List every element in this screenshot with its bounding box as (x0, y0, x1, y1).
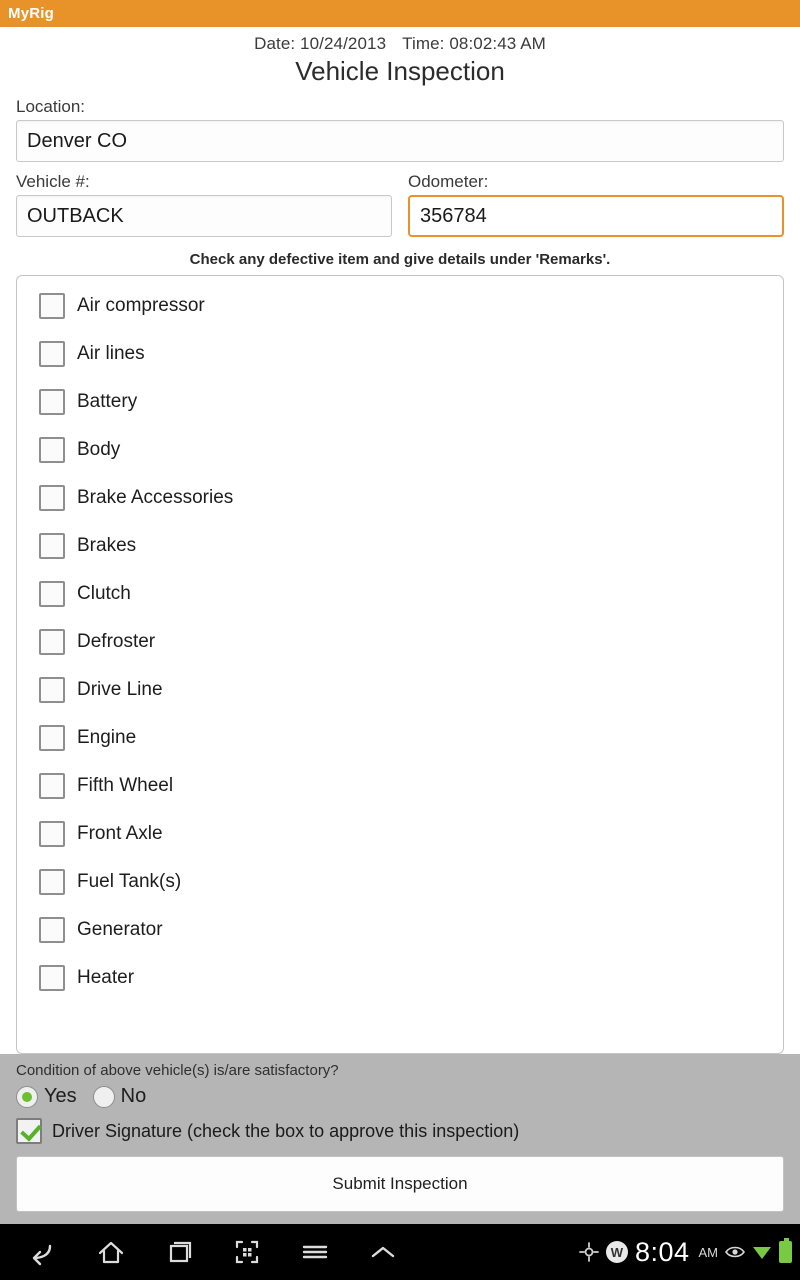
status-clock-ampm: AM (698, 1244, 718, 1260)
checklist-checkbox[interactable] (39, 389, 65, 415)
gps-icon (579, 1242, 599, 1262)
defect-checklist[interactable] (17, 276, 783, 1053)
eye-icon (725, 1242, 745, 1262)
checklist-label: Air compressor (77, 295, 205, 316)
approval-panel (0, 1054, 800, 1224)
checklist-row[interactable] (17, 954, 783, 1002)
driver-signature-row[interactable] (16, 1118, 784, 1144)
date-label: Date: 10/24/2013 (254, 34, 387, 53)
vehicle-odometer-row (16, 162, 784, 237)
checklist-checkbox[interactable] (39, 581, 65, 607)
checklist-label: Brake Accessories (77, 487, 234, 508)
checklist-checkbox[interactable] (39, 293, 65, 319)
checklist-checkbox[interactable] (39, 869, 65, 895)
location-label: Location: (16, 97, 85, 116)
nav-buttons (10, 1237, 398, 1267)
instructions-text: Check any defective item and give details under 'Remarks'. (189, 251, 611, 268)
checklist-label: Air lines (77, 343, 145, 364)
location-input[interactable] (16, 120, 784, 162)
home-icon[interactable] (96, 1237, 126, 1267)
inspection-form (0, 87, 800, 275)
checklist-label: Body (77, 439, 121, 460)
app-name: MyRig (8, 5, 54, 22)
battery-icon (779, 1241, 792, 1263)
checklist-checkbox[interactable] (39, 533, 65, 559)
chevron-up-icon[interactable] (368, 1237, 398, 1267)
checklist-label: Generator (77, 919, 163, 940)
satisfactory-question: Condition of above vehicle(s) is/are satisfactory? (16, 1062, 339, 1079)
back-icon[interactable] (28, 1237, 58, 1267)
radio-no-label[interactable]: No (120, 1085, 147, 1107)
checklist-row[interactable] (17, 666, 783, 714)
checklist-checkbox[interactable] (39, 773, 65, 799)
driver-signature-checkbox[interactable] (16, 1118, 42, 1144)
checklist-checkbox[interactable] (39, 917, 65, 943)
screenshot-icon[interactable] (232, 1237, 262, 1267)
vehicle-number-input[interactable] (16, 195, 392, 237)
checklist-row[interactable] (17, 570, 783, 618)
checklist-label: Heater (77, 967, 135, 988)
page-title: Vehicle Inspection (295, 56, 505, 86)
vehicle-label: Vehicle #: (16, 172, 90, 191)
checklist-row[interactable] (17, 714, 783, 762)
checklist-row[interactable] (17, 906, 783, 954)
wifi-icon (752, 1242, 772, 1262)
checklist-label: Fifth Wheel (77, 775, 174, 796)
checklist-row[interactable] (17, 618, 783, 666)
checklist-checkbox[interactable] (39, 437, 65, 463)
checklist-label: Fuel Tank(s) (77, 871, 182, 892)
android-navigation-bar (0, 1224, 800, 1280)
checklist-row[interactable] (17, 762, 783, 810)
checklist-checkbox[interactable] (39, 485, 65, 511)
odometer-label: Odometer: (408, 172, 489, 191)
checklist-checkbox[interactable] (39, 341, 65, 367)
checklist-label: Defroster (77, 631, 156, 652)
checklist-checkbox[interactable] (39, 821, 65, 847)
status-clock: 8:04 (634, 1236, 690, 1267)
checklist-row[interactable] (17, 330, 783, 378)
page-header (0, 27, 800, 87)
checklist-label: Battery (77, 391, 138, 412)
radio-yes-label[interactable]: Yes (44, 1085, 77, 1107)
radio-yes[interactable] (16, 1086, 38, 1108)
checklist-checkbox[interactable] (39, 965, 65, 991)
submit-inspection-button[interactable]: Submit Inspection (16, 1156, 784, 1212)
menu-icon[interactable] (300, 1237, 330, 1267)
driver-signature-label: Driver Signature (check the box to approve this inspection) (52, 1120, 520, 1141)
checklist-row[interactable] (17, 282, 783, 330)
checklist-label: Front Axle (77, 823, 163, 844)
checklist-row[interactable] (17, 858, 783, 906)
radio-no[interactable] (93, 1086, 115, 1108)
checklist-row[interactable] (17, 426, 783, 474)
checklist-label: Clutch (77, 583, 131, 604)
checklist-row[interactable] (17, 810, 783, 858)
satisfactory-radio-group[interactable] (16, 1085, 784, 1108)
checklist-row[interactable] (17, 522, 783, 570)
recents-icon[interactable] (164, 1237, 194, 1267)
checklist-checkbox[interactable] (39, 725, 65, 751)
datetime-line (0, 34, 800, 54)
checklist-checkbox[interactable] (39, 677, 65, 703)
app-title-bar (0, 0, 800, 27)
checklist-checkbox[interactable] (39, 629, 65, 655)
status-icons (579, 1237, 792, 1268)
checklist-label: Engine (77, 727, 137, 748)
checklist-row[interactable] (17, 378, 783, 426)
time-label: Time: 08:02:43 AM (402, 34, 546, 53)
checklist-row[interactable] (17, 474, 783, 522)
odometer-input[interactable] (408, 195, 784, 237)
checklist-label: Drive Line (77, 679, 163, 700)
app-badge-icon: W (606, 1241, 628, 1263)
defect-checklist-panel[interactable] (16, 275, 784, 1054)
checklist-label: Brakes (77, 535, 137, 556)
